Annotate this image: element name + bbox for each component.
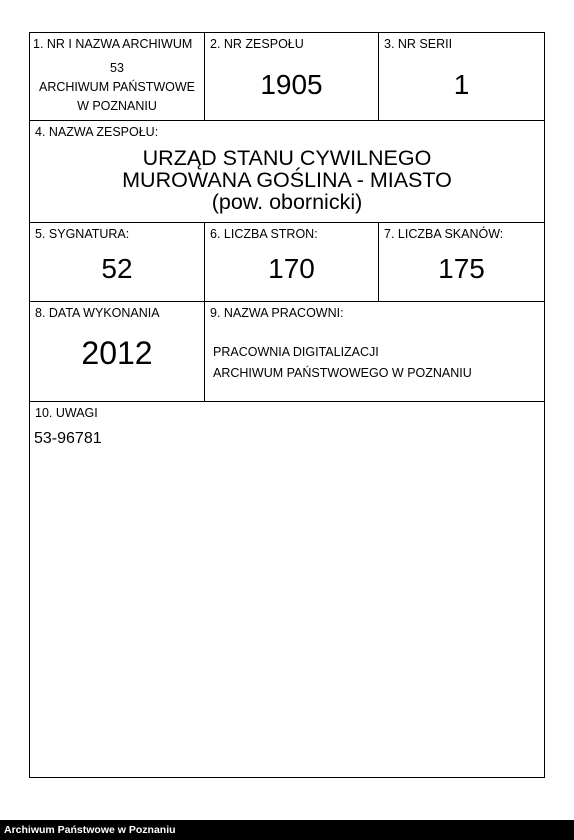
row-date-workshop	[30, 302, 544, 402]
workshop-name-line1: PRACOWNIA DIGITALIZACJI	[213, 345, 379, 359]
cell-signature	[30, 223, 205, 301]
series-number-label: 3. NR SERII	[384, 37, 453, 51]
notes-value: 53-96781	[34, 430, 102, 447]
cell-scan-count	[379, 223, 544, 301]
fonds-name-line2: MUROWANA GOŚLINA - MIASTO	[122, 168, 452, 192]
cell-archive	[30, 33, 205, 120]
scan-count-label: 7. LICZBA SKANÓW:	[384, 227, 504, 241]
cell-page-count	[205, 223, 379, 301]
series-number-value: 1	[453, 69, 470, 100]
signature-value: 52	[101, 253, 133, 284]
fonds-number-value: 1905	[260, 69, 323, 100]
page-count-value: 170	[268, 253, 315, 284]
workshop-label: 9. NAZWA PRACOWNI:	[210, 306, 344, 320]
date-value: 2012	[81, 335, 153, 371]
archive-label: 1. NR I NAZWA ARCHIWUM	[33, 37, 193, 51]
workshop-name-line2: ARCHIWUM PAŃSTWOWEGO W POZNANIU	[213, 366, 472, 380]
row-archive	[30, 33, 544, 121]
date-label: 8. DATA WYKONANIA	[35, 306, 160, 320]
archive-name-line1: ARCHIWUM PAŃSTWOWE	[38, 80, 195, 94]
fonds-name-label: 4. NAZWA ZESPOŁU:	[35, 125, 159, 139]
cell-series-number	[379, 33, 544, 120]
footer-bar: Archiwum Państwowe w Poznaniu	[0, 820, 574, 840]
fonds-number-label: 2. NR ZESPOŁU	[210, 37, 304, 51]
page-count-label: 6. LICZBA STRON:	[210, 227, 318, 241]
archive-number: 53	[110, 61, 124, 75]
row-fonds-name	[30, 121, 544, 223]
row-counts	[30, 223, 544, 302]
workshop-name	[213, 342, 472, 384]
fonds-name-line3: (pow. obornicki)	[211, 190, 363, 214]
row-notes	[30, 402, 544, 777]
notes-label: 10. UWAGI	[35, 406, 98, 420]
metadata-form	[29, 32, 545, 778]
archive-name	[30, 59, 204, 116]
fonds-name-line1: URZĄD STANU CYWILNEGO	[142, 146, 432, 170]
fonds-name	[30, 147, 544, 213]
signature-label: 5. SYGNATURA:	[35, 227, 130, 241]
cell-date	[30, 302, 205, 401]
cell-workshop	[205, 302, 544, 401]
cell-fonds-number	[205, 33, 379, 120]
archive-name-line2: W POZNANIU	[77, 99, 157, 113]
scan-count-value: 175	[438, 253, 485, 284]
